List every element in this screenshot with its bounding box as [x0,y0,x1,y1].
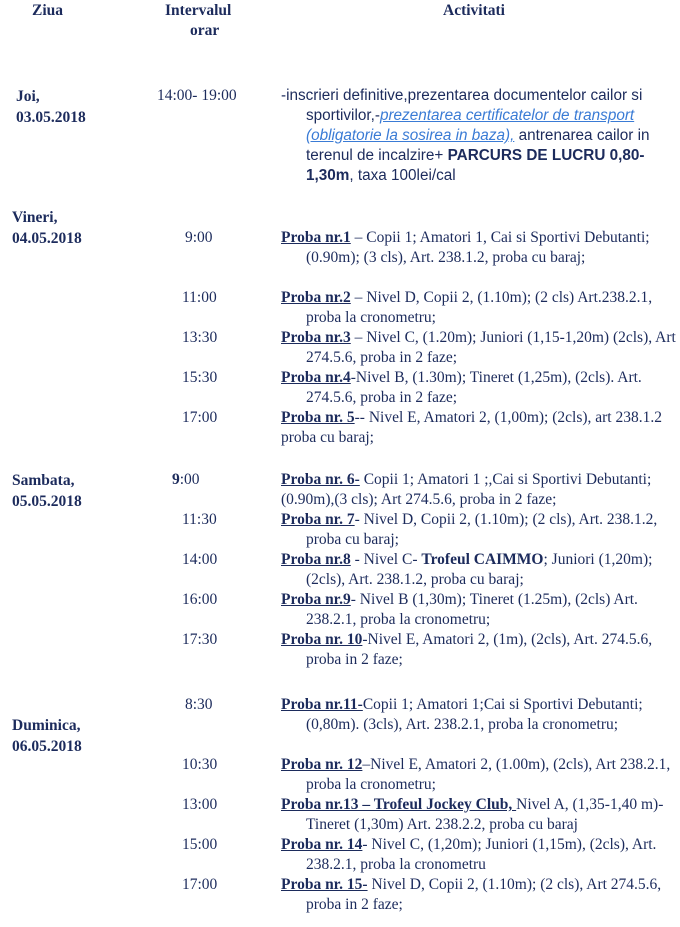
event-activity [281,288,676,328]
event-activity [281,368,676,408]
event-label: Proba nr. 6- [281,471,360,488]
event-text: – Nivel C, (1.20m); Juniori (1,15-1,20m) (2cls), Art 274.5.6, proba in 2 faze; [306,329,676,366]
event-time: 17:00 [182,876,218,893]
event-time: 14:00 [182,551,218,568]
event-text: ; Juniori (1,20m); (2cls), Art. 238.1.2, proba cu baraj; [306,551,653,588]
event-text: –Nivel E, Amatori 2, (1.00m), (2cls), Art 238.2.1, proba la cronometru; [306,756,671,793]
event-text: - Nivel B (1,30m); Tineret (1.25m), (2cls) Art. 238.2.1, proba la cronometru; [306,591,638,628]
event-text: -- Nivel E, Amatori 2, (1,00m); (2cls), art 238.1.2 proba cu baraj; [281,409,662,446]
event-label: Proba nr. 10 [281,631,363,648]
event-time: 11:00 [182,289,217,306]
day-joi [16,86,86,128]
header-interval: Intervalul [165,2,232,19]
event-label: Proba nr. 12 [281,756,363,773]
event-label: Proba nr. 15- [281,876,368,893]
day-duminica: Duminica, 06.05.2018 [12,717,82,755]
event-trophy: Trofeul CAIMMO [421,551,544,568]
event-label: Proba nr. 7 [281,511,355,528]
certificate-link[interactable]: prezentarea certificatelor de transport (obligatorie la sosirea in baza), [306,107,635,144]
event-text: -Nivel E, Amatori 2, (1m), (2cls), Art. 274.5.6, proba in 2 faze; [306,631,653,668]
header-interval-2: orar [190,22,220,39]
time-joi: 14:00- 19:00 [157,87,237,104]
event-time: 13:30 [182,329,218,346]
event-time: 15:30 [182,369,218,386]
event-label: Proba nr. 14 [281,836,363,853]
event-text: Copii 1; Amatori 1;Cai si Sportivi Debutanti; (0,80m). (3cls), Art. 238.2.1, proba la cronometru; [306,696,643,733]
event-time: 13:00 [182,796,218,813]
event-time: 8:30 [185,696,213,713]
event-time: 10:30 [182,756,218,773]
event-text: – Copii 1; Amatori 1, Cai si Sportivi Debutanti; (0.90m); (3 cls), Art. 238.1.2, proba cu baraj; [306,229,650,266]
header-day: Ziua [32,2,64,19]
event-activity [281,328,676,368]
event-text: Copii 1; Amatori 1 ;,Cai si Sportivi Debutanti; (0.90m),(3 cls); Art 274.5.6, proba in 2 faze; [281,471,652,508]
event-activity [281,630,676,670]
event-activity [281,470,676,510]
event-label: Proba nr.4 [281,369,351,386]
event-label: Proba nr.1 [281,229,351,246]
event-activity [281,875,676,915]
event-activity [281,755,676,795]
event-time: 9:00 [172,471,200,488]
event-label: Proba nr.13 – Trofeul Jockey Club, [281,796,517,813]
day-date: 03.05.2018 [16,109,86,126]
activity-joi: -inscrieri definitive,prezentarea documentelor cailor si sportivilor,-prezentarea certificatelor de transport (obligatorie la sosirea in baza), antrenarea cailor in terenul de incalzire+ PARCURS DE LUCRU 0,80-1,30m, taxa 100lei/cal [281,87,650,184]
event-activity [281,510,676,550]
event-label: Proba nr.3 [281,329,351,346]
day-name: Joi, [16,88,40,105]
event-time: 16:00 [182,591,218,608]
event-activity [281,795,676,835]
event-text: - Nivel C, (1,20m); Juniori (1,15m), (2cls), Art. 238.2.1, proba la cronometru [306,836,657,873]
event-label: Proba nr.11- [281,696,363,713]
event-activity [281,550,676,590]
event-text: Nivel A, (1,35-1,40 m)-Tineret (1,30m) Art. 238.2.2, proba cu baraj [306,796,664,833]
event-time: 17:00 [182,409,218,426]
event-text: Nivel D, Copii 2, (1.10m); (2 cls), Art 274.5.6, proba in 2 faze; [306,876,662,913]
event-time: 17:30 [182,631,218,648]
event-time: 9:00 [185,229,213,246]
event-activity [281,835,676,875]
event-activity [281,695,676,735]
day-sambata: Sambata, 05.05.2018 [12,472,82,510]
event-time: 11:30 [182,511,217,528]
event-activity [281,408,676,448]
event-text: – Nivel D, Copii 2, (1.10m); (2 cls) Art.238.2.1, proba la cronometru; [306,289,653,326]
event-activity [281,590,676,630]
event-text: - Nivel D, Copii 2, (1.10m); (2 cls), Art. 238.1.2, proba cu baraj; [306,511,658,548]
event-label: Proba nr.8 [281,551,351,568]
event-activity [281,228,676,268]
day-vineri: Vineri, 04.05.2018 [12,209,82,247]
event-label: Proba nr.9 [281,591,351,608]
event-time: 15:00 [182,836,218,853]
event-label: Proba nr. 5 [281,409,355,426]
event-text: -Nivel B, (1.30m); Tineret (1,25m), (2cls). Art. 274.5.6, proba in 2 faze; [306,369,642,406]
header-activities: Activitati [443,2,505,19]
event-pre: - Nivel C- [350,551,422,568]
event-label: Proba nr.2 [281,289,351,306]
